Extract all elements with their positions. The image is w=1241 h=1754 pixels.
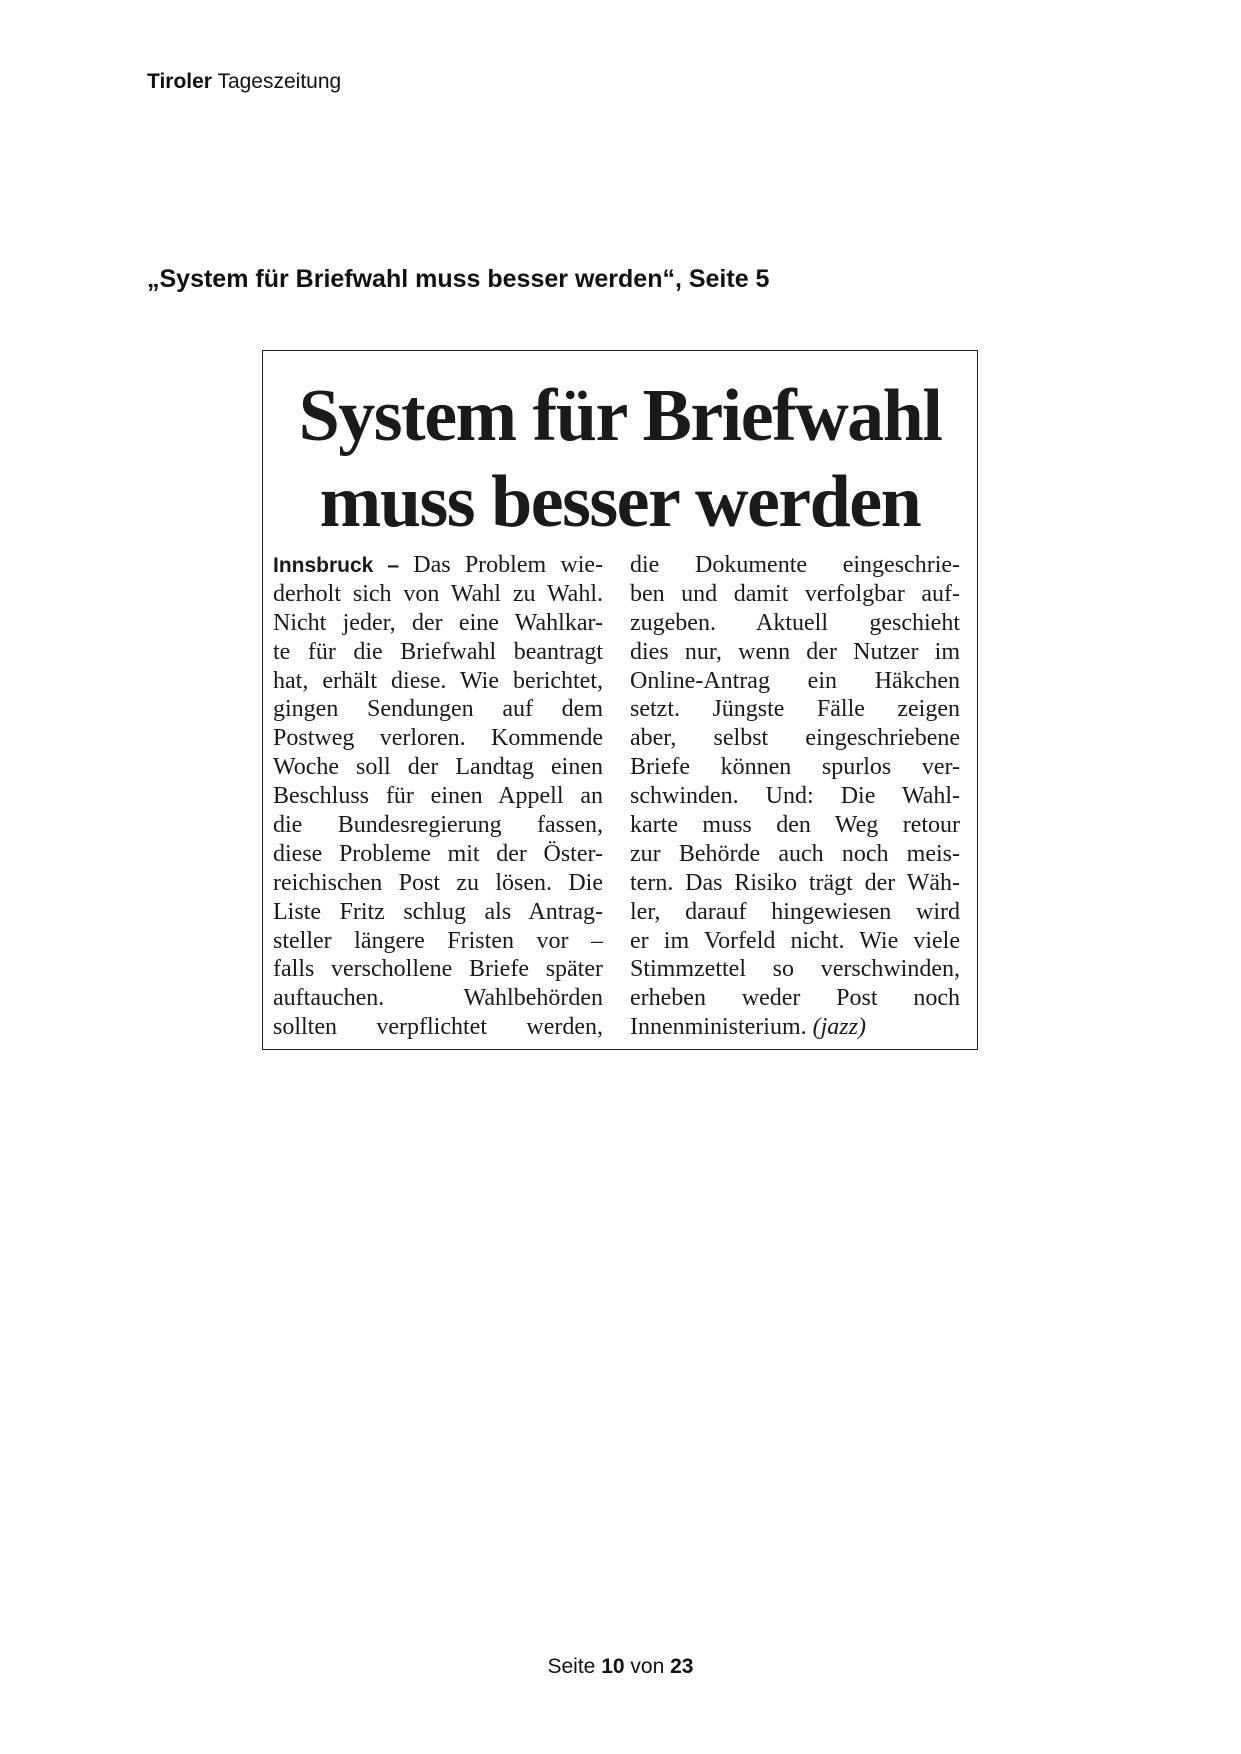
article-author: (jazz) [812,1014,866,1041]
article-line: tern. Das Risiko trägt der Wäh- [630,869,960,896]
article-line: Briefe können spurlos ver- [630,754,960,781]
article-line: falls verschollene Briefe später [273,956,603,983]
page-number-middle: von [630,1655,665,1678]
article-line: zur Behörde auch noch meis- [630,840,960,867]
article-line: Online-Antrag ein Häkchen [630,667,960,694]
article-column-right [630,551,960,1042]
headline-line-2: muss besser werden [319,461,921,543]
article-line: diese Probleme mit der Öster- [273,840,603,867]
article-line-text: Innenministerium. [630,1014,807,1041]
article-line: erheben weder Post noch [630,985,960,1012]
article-line: die Dokumente eingeschrie- [630,552,960,578]
article-line: aber, selbst eingeschriebene [630,725,960,752]
article-column-left [273,551,603,1042]
publication-name [147,70,341,94]
article-line: auftauchen. Wahlbehörden [273,985,603,1012]
article-caption: „System für Briefwahl muss besser werden“, Seite 5 [147,265,770,293]
newspaper-clipping [262,350,978,1050]
article-line: te für die Briefwahl beantragt [273,638,603,665]
publication-name-rest: Tageszeitung [217,70,342,93]
headline-line-1: System für Briefwahl [298,375,942,457]
article-line: reichischen Post zu lösen. Die [273,869,603,896]
article-line: steller längere Fristen vor – [273,927,603,954]
article-line: Beschluss für einen Appell an [273,783,603,810]
article-line: schwinden. Und: Die Wahl- [630,783,960,810]
page-number-current: 10 [601,1655,625,1678]
article-line: hat, erhält diese. Wie berichtet, [273,667,603,694]
article-line: Postweg verloren. Kommende [273,725,603,752]
article-dateline: Innsbruck – [273,554,400,577]
article-line: Nicht jeder, der eine Wahlkar- [273,609,603,636]
article-line: ler, darauf hingewiesen wird [630,898,960,925]
article-line: die Bundesregierung fassen, [273,812,603,839]
page-number-prefix: Seite [547,1655,596,1678]
article-line [273,551,603,580]
page-number-total: 23 [670,1655,694,1678]
article-line: sollten verpflichtet werden, [273,1014,603,1041]
article-line: er im Vorfeld nicht. Wie viele [630,927,960,954]
article-line: Liste Fritz schlug als Antrag- [273,898,603,925]
page-number [0,1655,1241,1679]
article-line: dies nur, wenn der Nutzer im [630,638,960,665]
article-line: ben und damit verfolgbar auf- [630,580,960,607]
article-headline [263,373,977,545]
article-line: karte muss den Weg retour [630,812,960,839]
article-line: gingen Sendungen auf dem [273,696,603,723]
publication-name-bold: Tiroler [147,70,212,93]
article-line-text: Das Problem wie- [413,552,604,578]
article-line: Stimmzettel so verschwinden, [630,956,960,983]
article-line: setzt. Jüngste Fälle zeigen [630,696,960,723]
article-line: Woche soll der Landtag einen [273,754,603,781]
article-line [630,1013,960,1042]
article-line: derholt sich von Wahl zu Wahl. [273,580,603,607]
article-line: zugeben. Aktuell geschieht [630,609,960,636]
